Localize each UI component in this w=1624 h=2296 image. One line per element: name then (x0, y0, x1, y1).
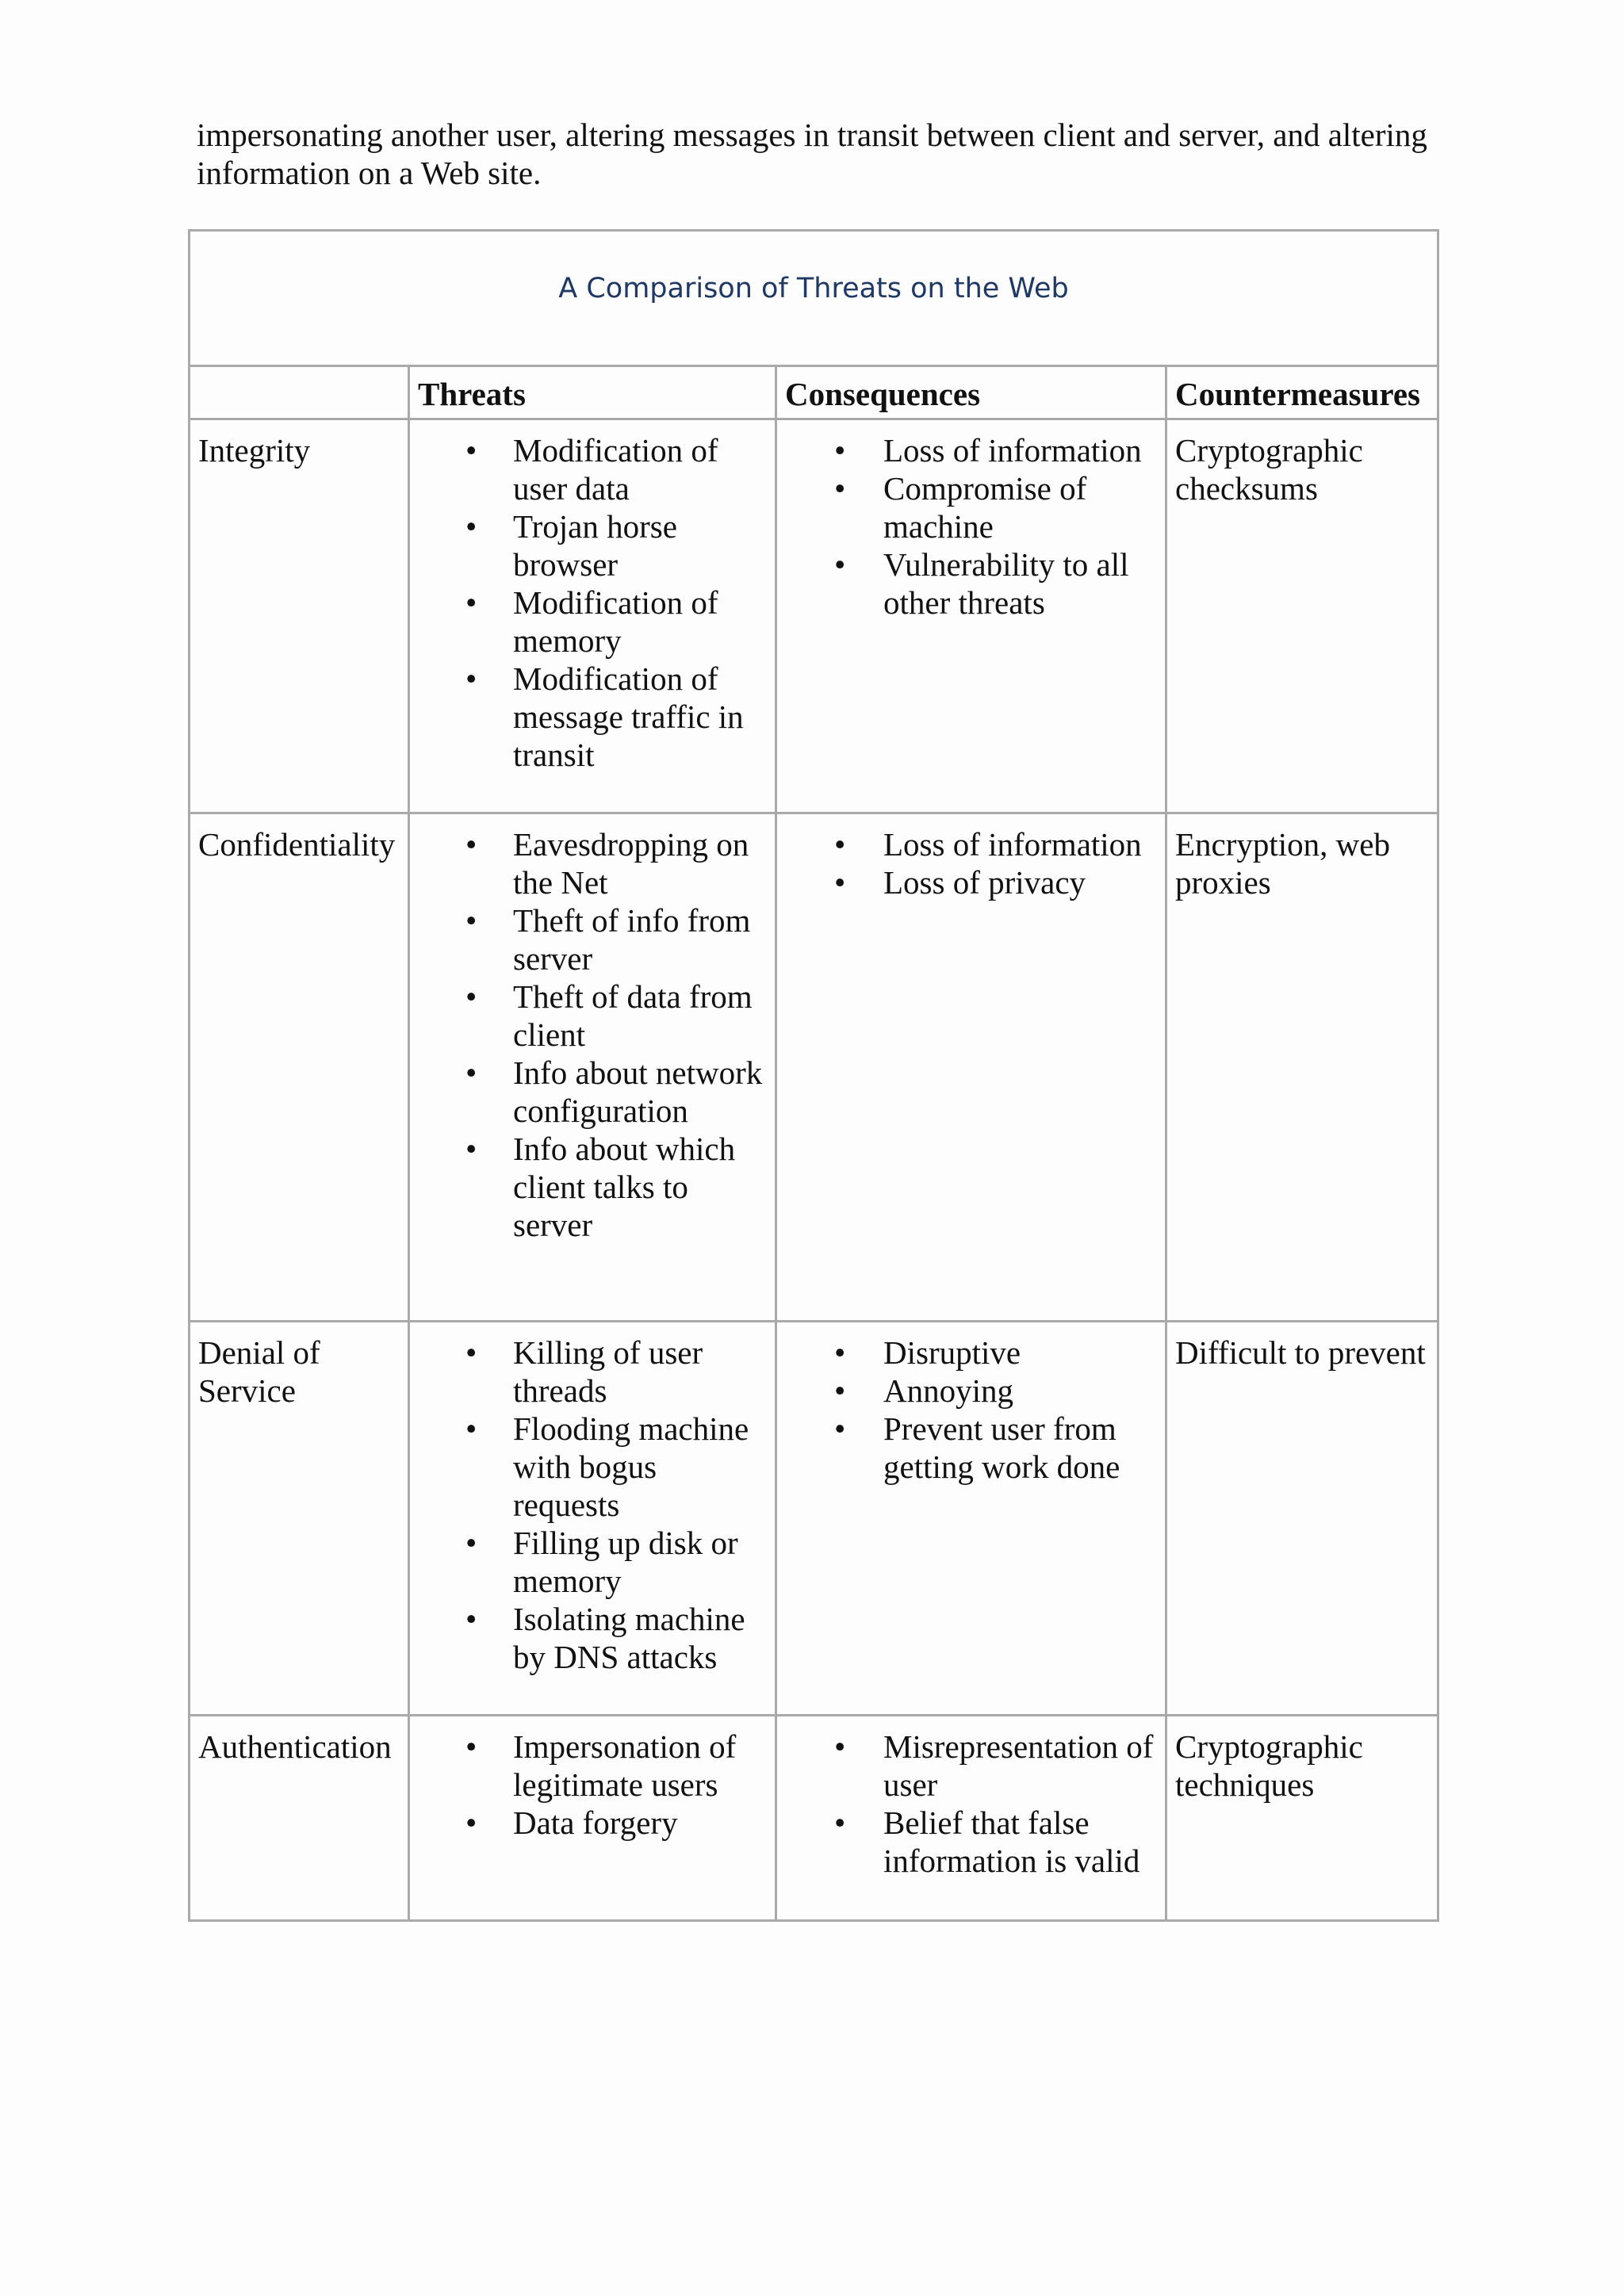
list-item: • Modification of memory (418, 584, 767, 660)
category-cell: Confidentiality (190, 813, 409, 1322)
list-item: • Flooding machine with bogus requests (418, 1410, 767, 1524)
consequences-list (785, 825, 1157, 901)
header-consequences: Consequences (776, 366, 1166, 419)
threats-cell (409, 1322, 776, 1716)
list-item: • Theft of info from server (418, 901, 767, 978)
header-threats: Threats (409, 366, 776, 419)
threats-comparison-table (188, 229, 1439, 1922)
list-item: • Trojan horse browser (418, 507, 767, 584)
list-item: • Isolating machine by DNS attacks (418, 1600, 767, 1676)
list-item: • Misrepresentation of user (785, 1728, 1157, 1804)
table-row (190, 813, 1438, 1322)
consequences-cell (776, 1716, 1166, 1921)
list-item: • Data forgery (418, 1804, 767, 1842)
list-item: • Theft of data from client (418, 978, 767, 1054)
list-item: • Compromise of machine (785, 469, 1157, 545)
list-item: • Filling up disk or memory (418, 1524, 767, 1600)
header-countermeasures: Countermeasures (1166, 366, 1438, 419)
list-item: • Loss of information (785, 825, 1157, 863)
list-item: • Modification of message traffic in transit (418, 660, 767, 774)
list-item: • Eavesdropping on the Net (418, 825, 767, 901)
threats-cell (409, 419, 776, 813)
table-header-row (190, 366, 1438, 419)
consequences-cell (776, 419, 1166, 813)
list-item: • Loss of privacy (785, 863, 1157, 901)
threats-list (418, 431, 767, 774)
list-item: • Prevent user from getting work done (785, 1410, 1157, 1486)
list-item: • Loss of information (785, 431, 1157, 469)
threats-list (418, 1334, 767, 1676)
countermeasures-cell: Cryptographic checksums (1166, 419, 1438, 813)
consequences-cell (776, 1322, 1166, 1716)
list-item: • Impersonation of legitimate users (418, 1728, 767, 1804)
consequences-list (785, 1334, 1157, 1486)
consequences-list (785, 431, 1157, 622)
threats-cell (409, 1716, 776, 1921)
table-row (190, 419, 1438, 813)
table-row (190, 1322, 1438, 1716)
list-item: • Annoying (785, 1372, 1157, 1410)
table-caption-cell (190, 231, 1438, 366)
table-row (190, 1716, 1438, 1921)
threats-list (418, 825, 767, 1244)
countermeasures-cell: Encryption, web proxies (1166, 813, 1438, 1322)
countermeasures-cell: Difficult to prevent (1166, 1322, 1438, 1716)
list-item: • Info about which client talks to server (418, 1130, 767, 1244)
category-cell: Integrity (190, 419, 409, 813)
category-cell: Authentication (190, 1716, 409, 1921)
threats-cell (409, 813, 776, 1322)
header-category (190, 366, 409, 419)
list-item: • Disruptive (785, 1334, 1157, 1372)
list-item: • Killing of user threads (418, 1334, 767, 1410)
consequences-cell (776, 813, 1166, 1322)
table-caption-row (190, 231, 1438, 366)
list-item: • Belief that false information is valid (785, 1804, 1157, 1880)
threats-list (418, 1728, 767, 1842)
intro-paragraph: impersonating another user, altering messages in transit between client and server, and altering information on a Web site. (197, 117, 1427, 191)
table-caption: A Comparison of Threats on the Web (558, 273, 1069, 304)
consequences-list (785, 1728, 1157, 1880)
list-item: • Vulnerability to all other threats (785, 545, 1157, 622)
list-item: • Modification of user data (418, 431, 767, 507)
list-item: • Info about network configuration (418, 1054, 767, 1130)
category-cell: Denial of Service (190, 1322, 409, 1716)
countermeasures-cell: Cryptographic techniques (1166, 1716, 1438, 1921)
